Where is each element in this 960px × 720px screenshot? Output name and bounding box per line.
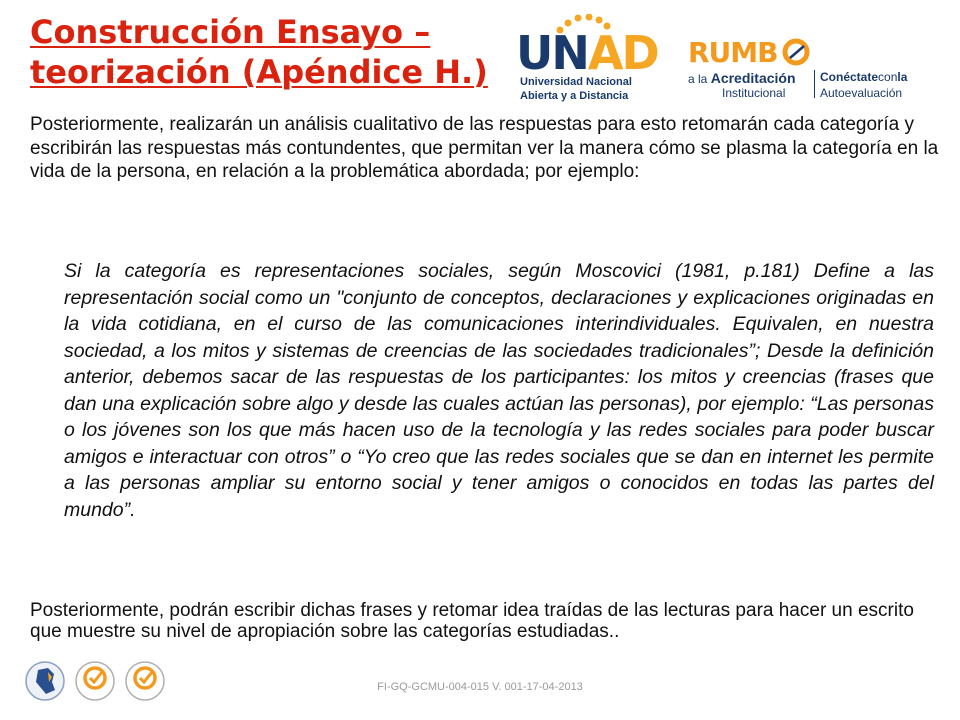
slide-title-line1: Construcción Ensayo – [30,13,431,51]
rumbo-logo [688,36,928,100]
unad-tagline-2: Abierta y a Distancia [520,90,629,102]
slide-title-line2: teorización (Apéndice H.) [30,53,488,91]
closing-paragraph: Posteriormente, podrán escribir dichas frases y retomar idea traídas de las lecturas para hacer un escrito que muestre su nivel de apropiación sobre las categorías estudiadas.. [30,600,914,642]
rumbo-divider [814,70,815,98]
document-code: FI-GQ-GCMU-004-015 V. 001-17-04-2013 [377,681,583,693]
rumbo-line-1: a la Acreditación [688,70,796,86]
unad-tagline-1: Universidad Nacional [520,76,632,88]
rumbo-right-line-2: Autoevaluación [820,86,903,100]
example-quote: Si la categoría es representaciones sociales, según Moscovici (1981, p.181) Define a las representación social como un "conjunto de conceptos, declaraciones y explicaciones originadas en la vida cotidiana, en el curso de las comunicaciones interindividuales. Equivalen, en nuestra sociedad, a los mitos y sistemas de creencias de las sociedades tradicionales”; Desde la definición anterior, debemos sacar de las respuestas de los participantes: los mitos y creencias (frases que dan una explicación sobre algo y desde las cuales actúan las personas), por ejemplo: “Las personas o los jóvenes son los que más hacen uso de la tecnología y las redes sociales para poder buscar amigos e interactuar con otros” o “Yo creo que las redes sociales que se dan en internet les permite a las personas ampliar su entorno social y tener amigos o conocidos en todas las partes del mundo”. [64,260,934,521]
rumbo-right-line-1: Conéctateconla [820,70,908,84]
slide-title [30,12,490,92]
intro-paragraph: Posteriormente, realizarán un análisis cualitativo de las respuestas para esto retomarán cada categoría y escribirán las respuestas más contundentes, que permitan ver la manera cómo se plasma la categoría en la vida de la persona, en relación a la problemática abordada; por ejemplo: [30,114,939,182]
unad-logo [516,14,658,106]
compass-icon [782,38,810,66]
rumbo-line-2: Institucional [722,86,786,100]
unad-wordmark: UNAD [516,26,658,80]
rumbo-wordmark: RUMB [688,36,778,69]
